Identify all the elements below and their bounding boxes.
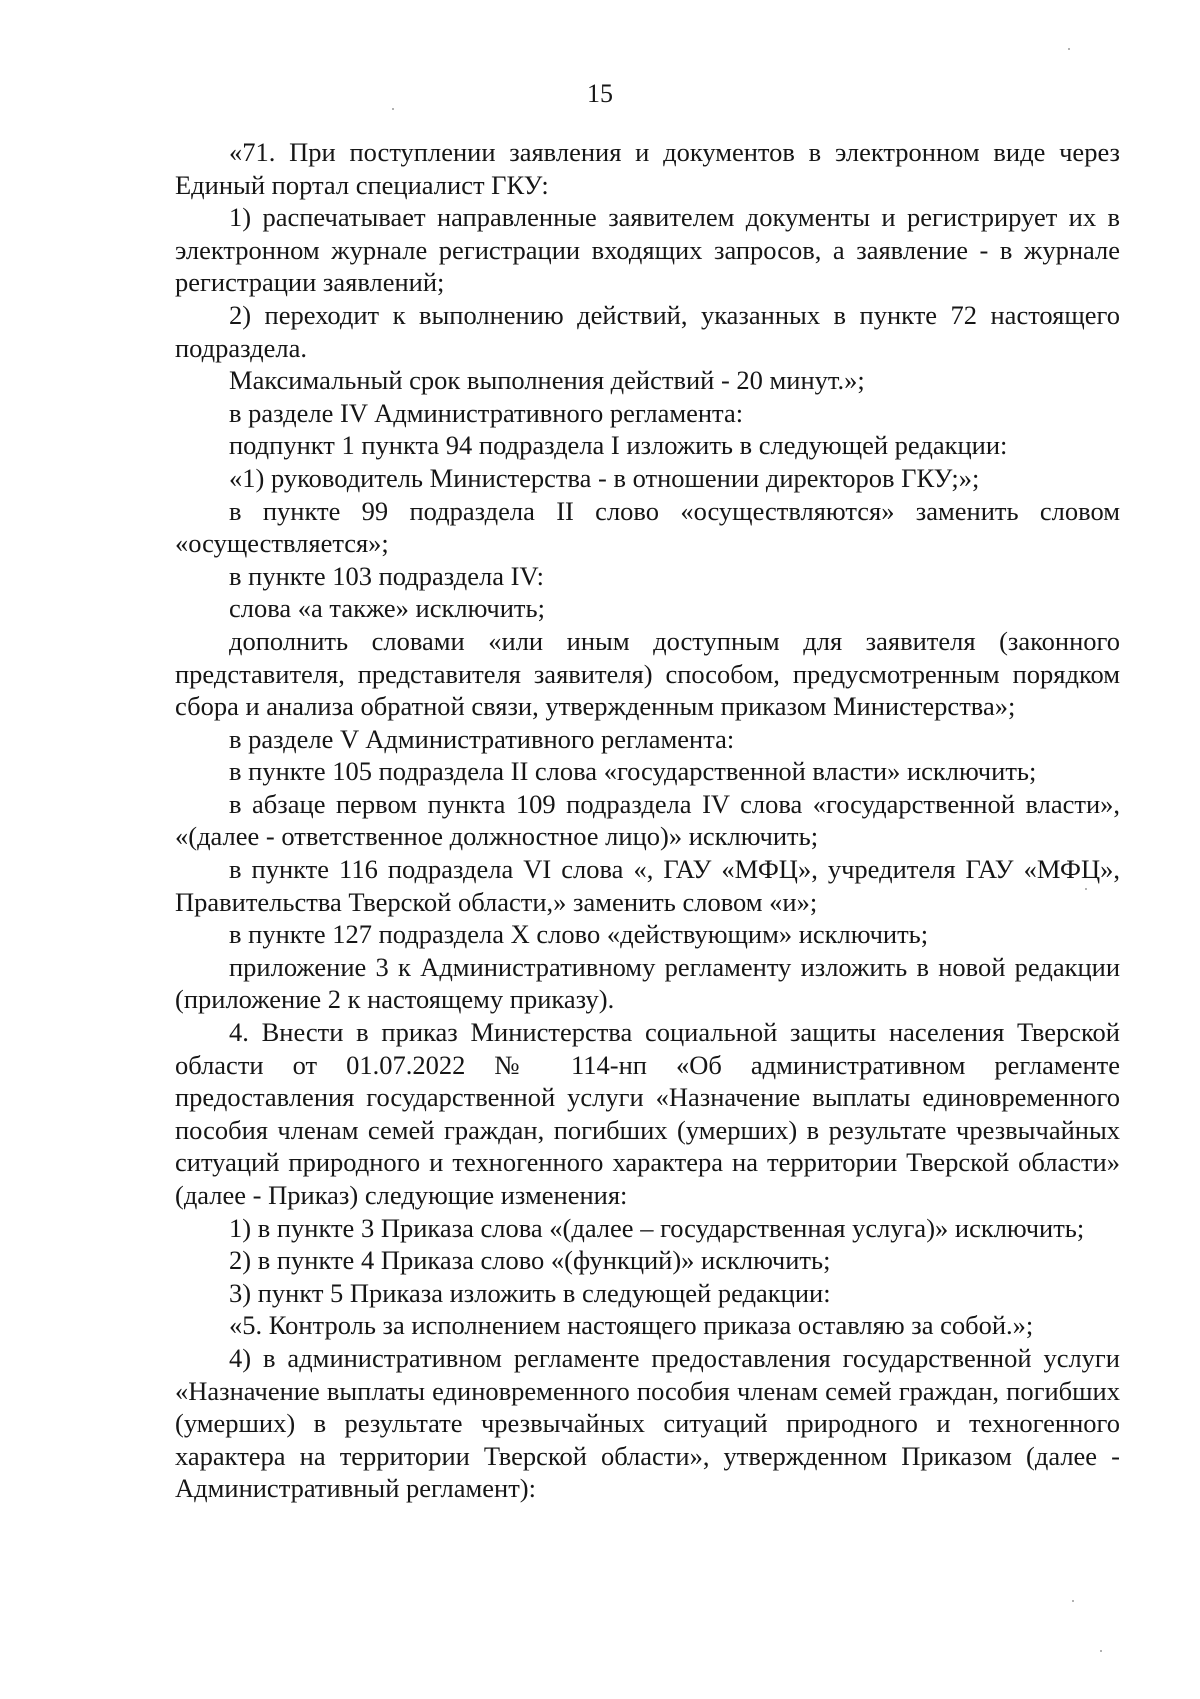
paragraph-subitem-2-proceed: 2) переходит к выполнению действий, указанных в пункте 72 настоящего подраздела. [175, 299, 1120, 363]
scan-speck [1068, 48, 1070, 50]
paragraph-section-v: в разделе V Административного регламента: [229, 723, 735, 754]
paragraph-point-109: в абзаце первом пункта 109 подраздела IV слова «государственной власти», «(далее - ответственное должностное лицо)» исключить; [175, 788, 1120, 852]
paragraph-point-116: в пункте 116 подраздела VI слова «, ГАУ «МФЦ», учредителя ГАУ «МФЦ», Правительства Тверской области,» заменить словом «и»; [175, 854, 1120, 917]
paragraph-section-iv: в разделе IV Административного регламента: [229, 397, 744, 428]
paragraph-subitem-1-print-register: 1) распечатывает направленные заявителем документы и регистрирует их в электронном журнале регистрации входящих запросов, а заявление - в журнале регистрации заявлений; [175, 202, 1120, 298]
paragraph-quote-head: «1) руководитель Министерства - в отношении директоров ГКУ;»; [229, 462, 980, 493]
scan-speck [1085, 888, 1087, 890]
paragraph-item-71: «71. При поступлении заявления и документов в электронном виде через Единый портал специалист ГКУ: [175, 137, 1120, 200]
page-number: 15 [587, 79, 613, 108]
scan-speck [1100, 1650, 1102, 1652]
paragraph-appendix-3: приложение 3 к Административному регламенту изложить в новой редакции (приложение 2 к настоящему приказу). [175, 951, 1120, 1015]
scan-speck [1072, 1600, 1074, 1602]
scan-speck [392, 108, 394, 110]
paragraph-item-4-amend-order: 4. Внести в приказ Министерства социальной защиты населения Тверской области от 01.07.2022 № 114-нп «Об административном регламенте предоставления государственной услуги «Назначение выплаты единовременного пособия членам семей граждан, погибших (умерших) в результате чрезвычайных ситуаций природного и техногенного характера на территории Тверской области» (далее - Приказ) следующие изменения: [175, 1017, 1120, 1210]
paragraph-order-point-3: 1) в пункте 3 Приказа слова «(далее – государственная услуга)» исключить; [229, 1212, 1085, 1243]
paragraph-point-103: в пункте 103 подраздела IV: [229, 560, 544, 591]
paragraph-admin-regulation: 4) в административном регламенте предоставления государственной услуги «Назначение выплаты единовременного пособия членам семей граждан, погибших (умерших) в результате чрезвычайных ситуаций природного и техногенного характера на территории Тверской области», утвержденном Приказом (далее - Административный регламент): [175, 1342, 1120, 1504]
paragraph-point-127: в пункте 127 подраздела X слово «действующим» исключить; [229, 919, 929, 950]
paragraph-subpoint-94: подпункт 1 пункта 94 подраздела I изложить в следующей редакции: [229, 430, 1008, 461]
paragraph-control-clause: «5. Контроль за исполнением настоящего приказа оставляю за собой.»; [229, 1310, 1034, 1341]
paragraph-max-time: Максимальный срок выполнения действий - 20 минут.»; [229, 365, 865, 396]
document-body [175, 136, 1120, 1505]
paragraph-point-99: в пункте 99 подраздела II слово «осуществляются» заменить словом «осуществляется»; [175, 495, 1120, 559]
paragraph-point-105: в пункте 105 подраздела II слова «государственной власти» исключить; [229, 756, 1037, 787]
paragraph-order-point-4: 2) в пункте 4 Приказа слово «(функций)» исключить; [229, 1245, 831, 1276]
paragraph-supplement-words: дополнить словами «или иным доступным для заявителя (законного представителя, представителя заявителя) способом, предусмотренным порядком сбора и анализа обратной связи, утвержденным приказом Министерства»; [175, 625, 1120, 722]
paragraph-words-exclude: слова «а также» исключить; [229, 593, 545, 624]
paragraph-order-point-5: 3) пункт 5 Приказа изложить в следующей редакции: [229, 1277, 831, 1308]
